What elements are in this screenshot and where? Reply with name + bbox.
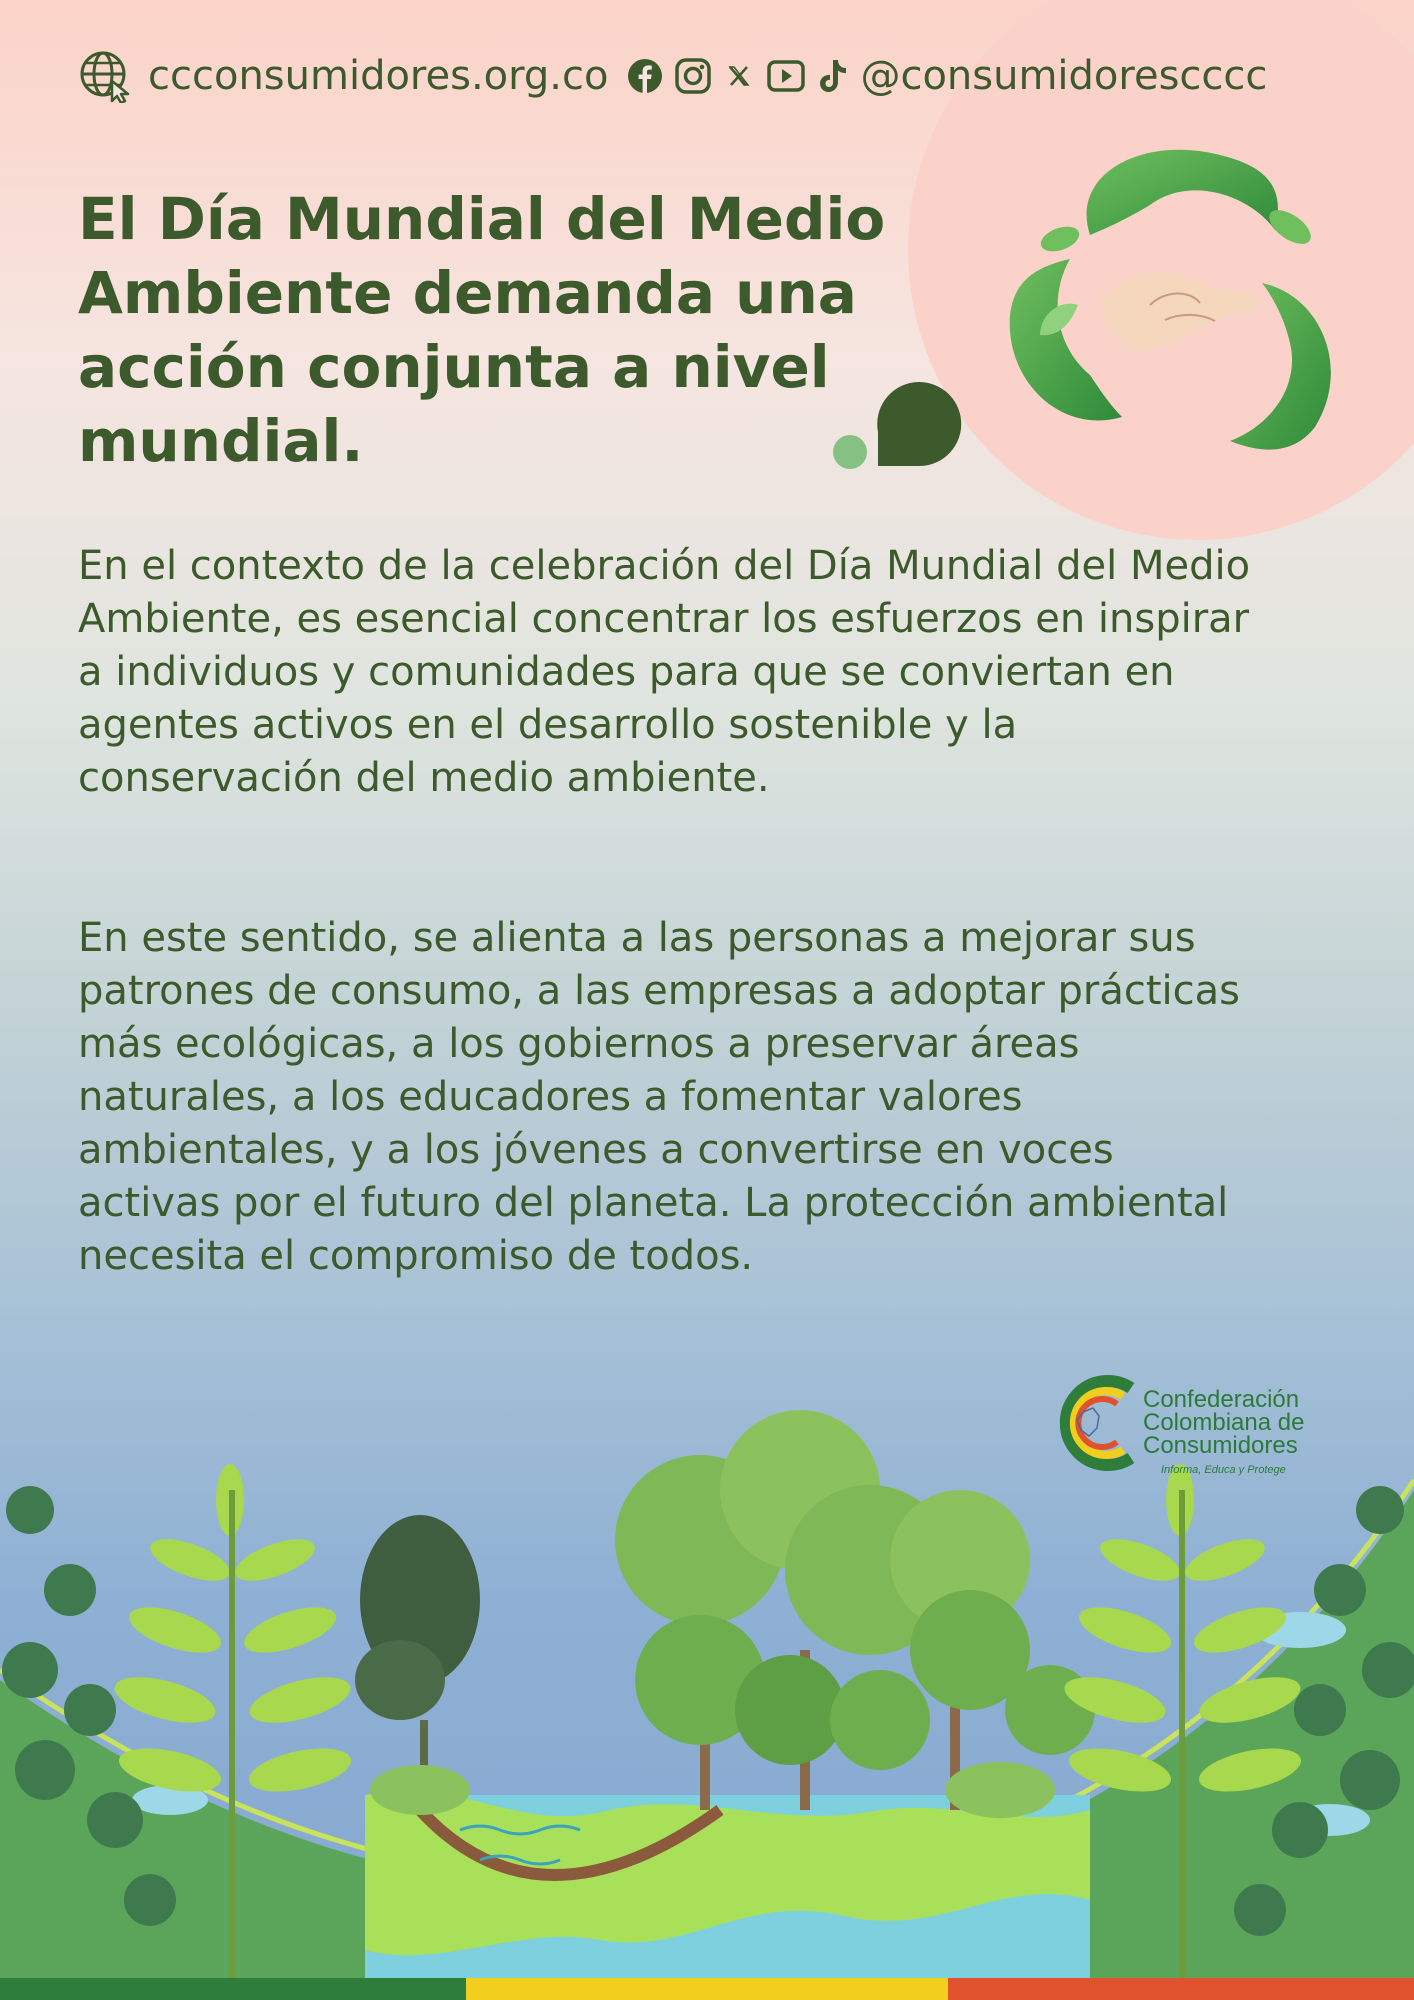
stripe-green: [0, 1978, 466, 2000]
logo-line-2: Colombiana de: [1143, 1409, 1305, 1436]
facebook-icon[interactable]: [626, 57, 664, 95]
logo-text: [1143, 1388, 1304, 1457]
page-title: El Día Mundial del Medio Ambiente demanda una acción conjunta a nivel mundial.: [78, 185, 886, 475]
confederation-logo: [1045, 1368, 1345, 1478]
instagram-icon[interactable]: [674, 57, 712, 95]
paragraph-1: En el contexto de la celebración del Día Mundial del Medio Ambiente, es esencial concentrar los esfuerzos en inspirar a individuos y comunidades para que se conviertan en agentes activos en el desarrollo sostenible y la conservación del medio ambiente.: [78, 543, 1251, 801]
header-bar: [78, 46, 1267, 106]
social-handle[interactable]: @consumidorescccc: [860, 53, 1268, 99]
logo-line-3: Consumidores: [1143, 1432, 1298, 1459]
youtube-icon[interactable]: [766, 57, 806, 95]
logo-c-icon: [1045, 1368, 1137, 1478]
social-icons: [626, 57, 850, 95]
website-url[interactable]: ccconsumidores.org.co: [148, 53, 609, 99]
globe-cursor-icon: [78, 49, 132, 103]
recycle-leaves-hands-icon: [1000, 135, 1360, 455]
logo-tagline: Informa, Educa y Protege: [1161, 1464, 1286, 1476]
stripe-yellow: [466, 1978, 948, 2000]
stripe-red: [948, 1978, 1414, 2000]
speech-bubble-shape: [828, 374, 964, 470]
tiktok-icon[interactable]: [816, 57, 850, 95]
paragraph-2: En este sentido, se alienta a las personas a mejorar sus patrones de consumo, a las empresas a adoptar prácticas más ecológicas, a los gobiernos a preservar áreas naturales, a los educadores a fomentar valores ambientales, y a los jóvenes a convertirse en voces activas por el futuro del planeta. La protección ambiental necesita el compromiso de todos.: [78, 915, 1241, 1279]
logo-line-1: Confederación: [1143, 1386, 1300, 1413]
x-icon[interactable]: [722, 59, 756, 93]
